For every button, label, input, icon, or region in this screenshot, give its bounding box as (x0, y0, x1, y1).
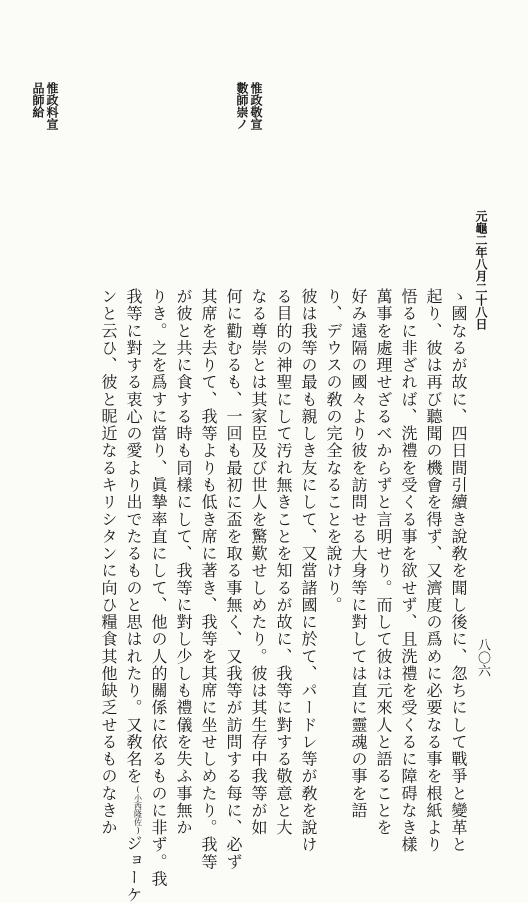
body-column: りき。之を爲すに當り、眞摯率直にして、他の人的關係に依るものに非ず。我 (149, 288, 168, 888)
body-column: り、デウスの敎の完全なることを說けり。 (324, 288, 343, 614)
body-column: が彼と共に食する時も同樣にして、我等に對し少しも禮儀を失ふ事無か (174, 288, 193, 837)
headnote-right-line-1: 數師崇ノ (235, 82, 249, 130)
body-column: 好み遠隔の國々より彼を訪問せる大身等に對しては直に靈魂の事を語 (349, 288, 368, 820)
body-column: 起り、彼は再び聽聞の機會を得ず、又濟度の爲めに必要なる事を根紙より (424, 288, 443, 854)
body-column: る目的の神聖にして汚れ無きことを知るが故に、我等に對する敬意と大 (274, 288, 293, 837)
body-column: 彼は我等の最も親しき友にして、又當諸國に於て、パードレ等が敎を說け (299, 288, 318, 854)
body-column: 萬事を處理せざるべからずと言明せり。而して彼は元來人と語ることを (374, 288, 393, 837)
body-column-with-note (124, 288, 142, 903)
headnote-left-line-2: 惟政料宣 (45, 82, 59, 130)
body-column: ンと云ひ、彼と昵近なるキリシタンに向ひ糧食其他缺乏せるものなきか (99, 288, 118, 837)
body-column: 悟るに非ざれば、洗禮を受くる事を欲せず、且洗禮を受くるに障碍なき樣 (399, 288, 418, 854)
body-column: ゝ國なるが故に、四日間引續き說敎を聞し後に、忽ちにして戰爭と變革と (449, 288, 468, 854)
column-text-after-note: ジョーケ (124, 834, 143, 903)
body-column: 何に勸むるも、一回も最初に盃を取る事無く、又我等が訪問する每に、必ず (224, 288, 243, 871)
headnote-left-line-1: 品師給 (31, 82, 45, 118)
date-line: 元龜二年八月二十八日 (474, 210, 488, 330)
column-text-before-note: 我等に對する衷心の愛より出でたるものと思はれたり。又敎名を (124, 288, 143, 785)
headnote-right-line-2: 惟政敬宣 (249, 82, 263, 130)
inline-annotation: (小西隆佐) (133, 784, 143, 835)
body-column: なる尊崇とは其家臣及び世人を驚歎せしめたり。彼は其生存中我等が如 (249, 288, 268, 837)
page-number: 八〇六 (475, 638, 490, 677)
body-column: 其席を去りて、我等よりも低き席に著き、我等を其席に坐せしめたり。我等 (199, 288, 218, 871)
